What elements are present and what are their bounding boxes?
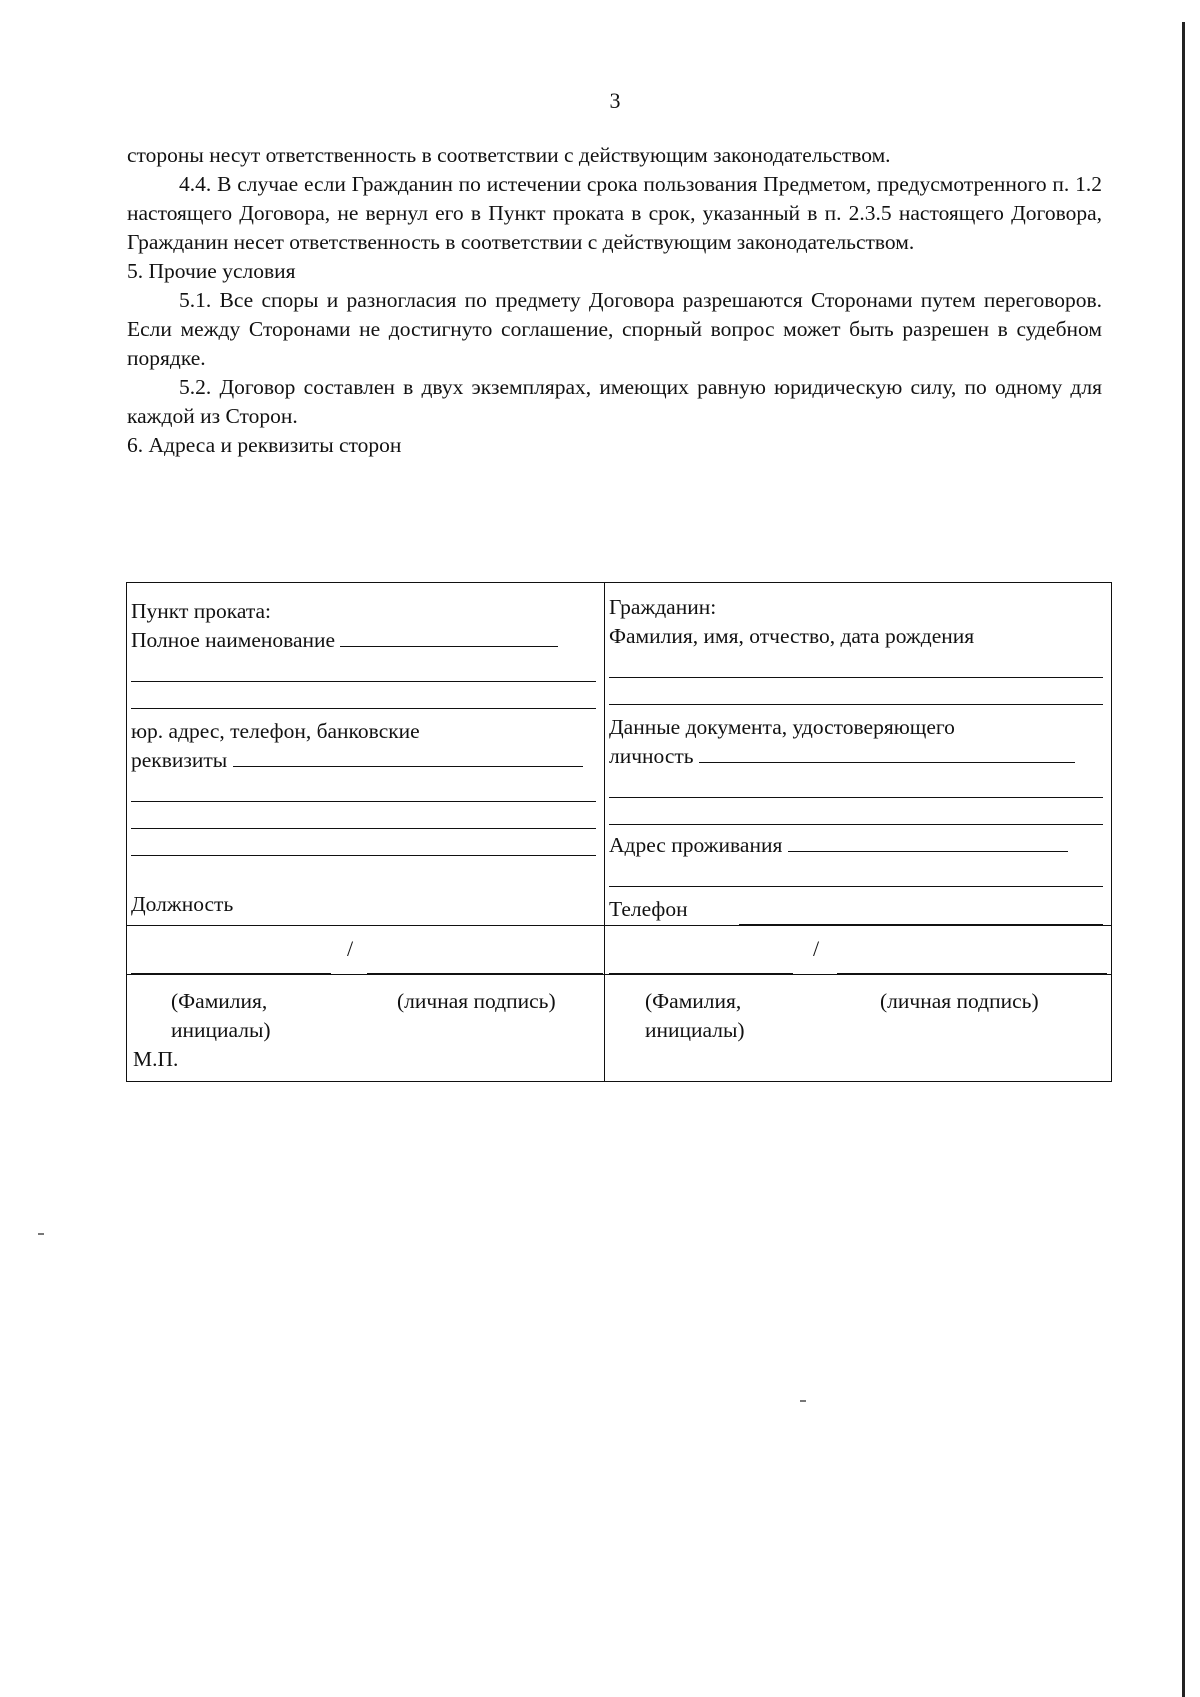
paragraph-4-4: 4.4. В случае если Гражданин по истечении срока пользования Предметом, предусмотренного п. 1.2 настоящего Договора, не вернул его в Пункт проката в срок, указанный в п. 2.3.5 настоящего Договора, Гражданин несет ответственность в соответствии с действующим законодательством. [127,172,1102,254]
full-name-field[interactable] [340,626,558,647]
residence-address-label: Адрес проживания [609,833,783,857]
page-number: 3 [609,88,621,113]
paragraph-5-1: 5.1. Все споры и разногласия по предмету Договора разрешаются Сторонами путем переговоров. Если между Сторонами не достигнуто соглашение, спорный вопрос может быть разрешен в судебном порядке. [127,288,1102,370]
personal-signature-caption: (личная подпись) [397,989,556,1013]
full-name-extra-line[interactable] [131,682,596,709]
signature-separator: / [813,936,820,961]
rental-point-title: Пункт проката: [131,599,272,623]
id-document-label: Данные документа, удостоверяющего [609,715,955,739]
phone-label: Телефон [609,897,688,921]
signature-separator: / [347,936,354,961]
personal-signature-caption: (личная подпись) [880,989,1039,1013]
citizen-cell [605,583,1112,926]
citizen-captions [605,975,1112,1082]
seal-place-label: М.П. [133,1047,179,1071]
legal-address-label: юр. адрес, телефон, банковские [131,719,420,743]
surname-initials-caption: (Фамилия, инициалы) [171,989,271,1042]
paragraph-liability-end: стороны несут ответственность в соответствии с действующим законодательством. [127,143,891,167]
requisites-extra-line[interactable] [131,775,596,802]
full-name-extra-line[interactable] [131,655,596,682]
rental-point-cell [127,583,605,926]
rental-point-signature-cell [127,926,605,975]
requisites-extra-line[interactable] [131,802,596,829]
section-6-heading: 6. Адреса и реквизиты сторон [127,433,402,457]
paragraph-5-2: 5.2. Договор составлен в двух экземплярах, имеющих равную юридическую силу, по одному для каждой из Сторон. [127,375,1102,428]
citizen-fio-field[interactable] [609,651,1103,678]
id-document-field[interactable] [699,742,1075,763]
position-label: Должность [131,892,234,916]
citizen-title: Гражданин: [609,595,717,619]
scan-edge-line [1182,22,1185,1697]
requisites-label: реквизиты [131,748,228,772]
requisites-table [126,582,1112,1082]
residence-address-extra-line[interactable] [609,860,1103,887]
requisites-field[interactable] [233,746,583,767]
surname-initials-caption: (Фамилия, инициалы) [645,989,745,1042]
id-document-label-2: личность [609,744,694,768]
id-document-extra-line[interactable] [609,798,1103,825]
rental-point-captions [127,975,605,1082]
contract-text [127,141,1102,460]
citizen-fio-field[interactable] [609,678,1103,705]
citizen-signature-cell [605,926,1112,975]
id-document-extra-line[interactable] [609,771,1103,798]
scan-speck [800,1400,806,1402]
requisites-extra-line[interactable] [131,829,596,856]
full-name-label: Полное наименование [131,628,336,652]
citizen-fio-label: Фамилия, имя, отчество, дата рождения [609,624,975,648]
section-5-heading: 5. Прочие условия [127,259,296,283]
scan-speck [38,1233,44,1235]
residence-address-field[interactable] [788,831,1068,852]
